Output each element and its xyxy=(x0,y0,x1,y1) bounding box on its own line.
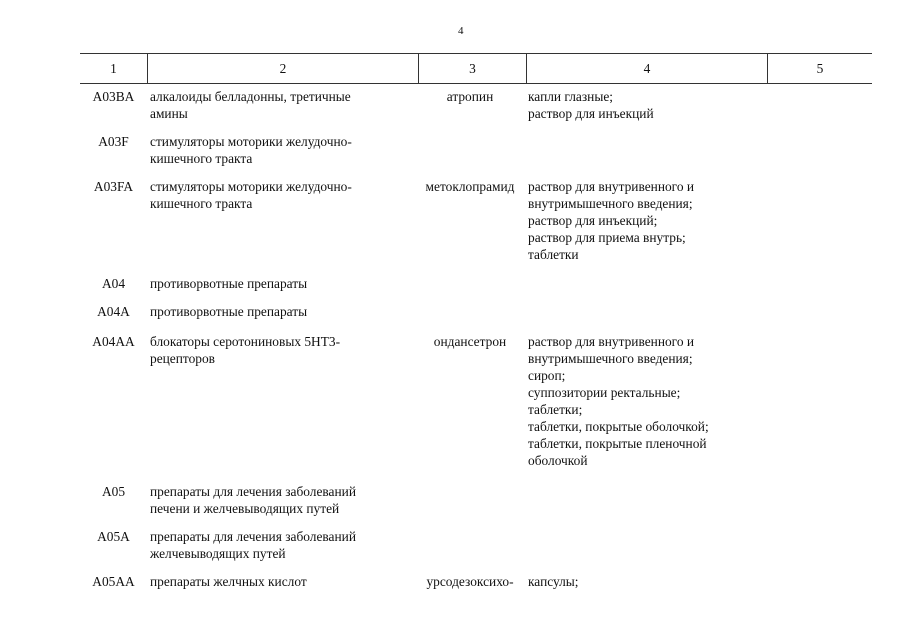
atc-code: A03FA xyxy=(93,179,134,194)
dosage-form: внутримышечного введения; xyxy=(528,196,693,211)
drug-name: урсодезоксихо- xyxy=(426,574,514,589)
atc-code: A03BA xyxy=(92,89,135,104)
group-name xyxy=(150,133,405,167)
dosage-form: таблетки, покрытые пленочной xyxy=(528,436,707,451)
header-col-1: 1 xyxy=(110,61,117,76)
dosage-form: раствор для инъекций; xyxy=(528,213,658,228)
dosage-form: капсулы; xyxy=(528,574,579,589)
drug-name: атропин xyxy=(446,89,494,104)
header-col-2: 2 xyxy=(279,61,287,76)
dosage-form: сироп; xyxy=(528,368,566,383)
dosage-forms xyxy=(528,333,753,469)
dosage-form: внутримышечного введения; xyxy=(528,351,693,366)
group-name xyxy=(150,88,405,122)
dosage-forms xyxy=(528,88,753,122)
group-name-line: препараты желчных кислот xyxy=(150,574,307,589)
group-name-line: кишечного тракта xyxy=(150,196,253,211)
dosage-form: суппозитории ректальные; xyxy=(528,385,681,400)
group-name-line: рецепторов xyxy=(150,351,215,366)
atc-code: A03F xyxy=(98,134,129,149)
group-name-line: противорвотные препараты xyxy=(150,276,308,291)
group-name-line: препараты для лечения заболеваний xyxy=(150,484,356,499)
atc-code: A05AA xyxy=(92,574,135,589)
dosage-forms xyxy=(528,573,753,590)
group-name xyxy=(150,275,405,292)
group-name-line: стимуляторы моторики желудочно- xyxy=(150,179,352,194)
dosage-form: раствор для приема внутрь; xyxy=(528,230,686,245)
group-name-line: желчевыводящих путей xyxy=(150,546,286,561)
dosage-form: раствор для внутривенного и xyxy=(528,179,695,194)
group-name xyxy=(150,483,405,517)
dosage-form: раствор для внутривенного и xyxy=(528,334,695,349)
atc-code: A05 xyxy=(101,484,126,499)
group-name-line: стимуляторы моторики желудочно- xyxy=(150,134,352,149)
group-name-line: печени и желчевыводящих путей xyxy=(150,501,340,516)
dosage-forms xyxy=(528,178,753,263)
group-name-line: блокаторы серотониновых 5HT3- xyxy=(150,334,341,349)
page-number: 4 xyxy=(458,25,464,37)
atc-code: A04A xyxy=(97,304,130,319)
dosage-form: таблетки, покрытые оболочкой; xyxy=(528,419,709,434)
atc-code: A04AA xyxy=(92,334,135,349)
group-name-line: амины xyxy=(150,106,188,121)
group-name xyxy=(150,528,405,562)
group-name-line: противорвотные препараты xyxy=(150,304,308,319)
group-name-line: кишечного тракта xyxy=(150,151,253,166)
group-name xyxy=(150,303,405,320)
drug-name: метоклопрамид xyxy=(425,179,515,194)
dosage-form: раствор для инъекций xyxy=(528,106,654,121)
header-col-5: 5 xyxy=(816,61,824,76)
drug-name: ондансетрон xyxy=(433,334,507,349)
dosage-form: таблетки xyxy=(528,247,579,262)
dosage-form: таблетки; xyxy=(528,402,583,417)
atc-code: A04 xyxy=(101,276,126,291)
dosage-form: оболочкой xyxy=(528,453,588,468)
group-name xyxy=(150,573,405,590)
group-name xyxy=(150,333,405,367)
header-col-3: 3 xyxy=(469,61,476,76)
table-header xyxy=(80,53,872,84)
header-col-4: 4 xyxy=(643,61,651,76)
atc-code: A05A xyxy=(97,529,130,544)
group-name-line: препараты для лечения заболеваний xyxy=(150,529,356,544)
group-name-line: алкалоиды белладонны, третичные xyxy=(150,89,351,104)
dosage-form: капли глазные; xyxy=(528,89,613,104)
group-name xyxy=(150,178,405,212)
